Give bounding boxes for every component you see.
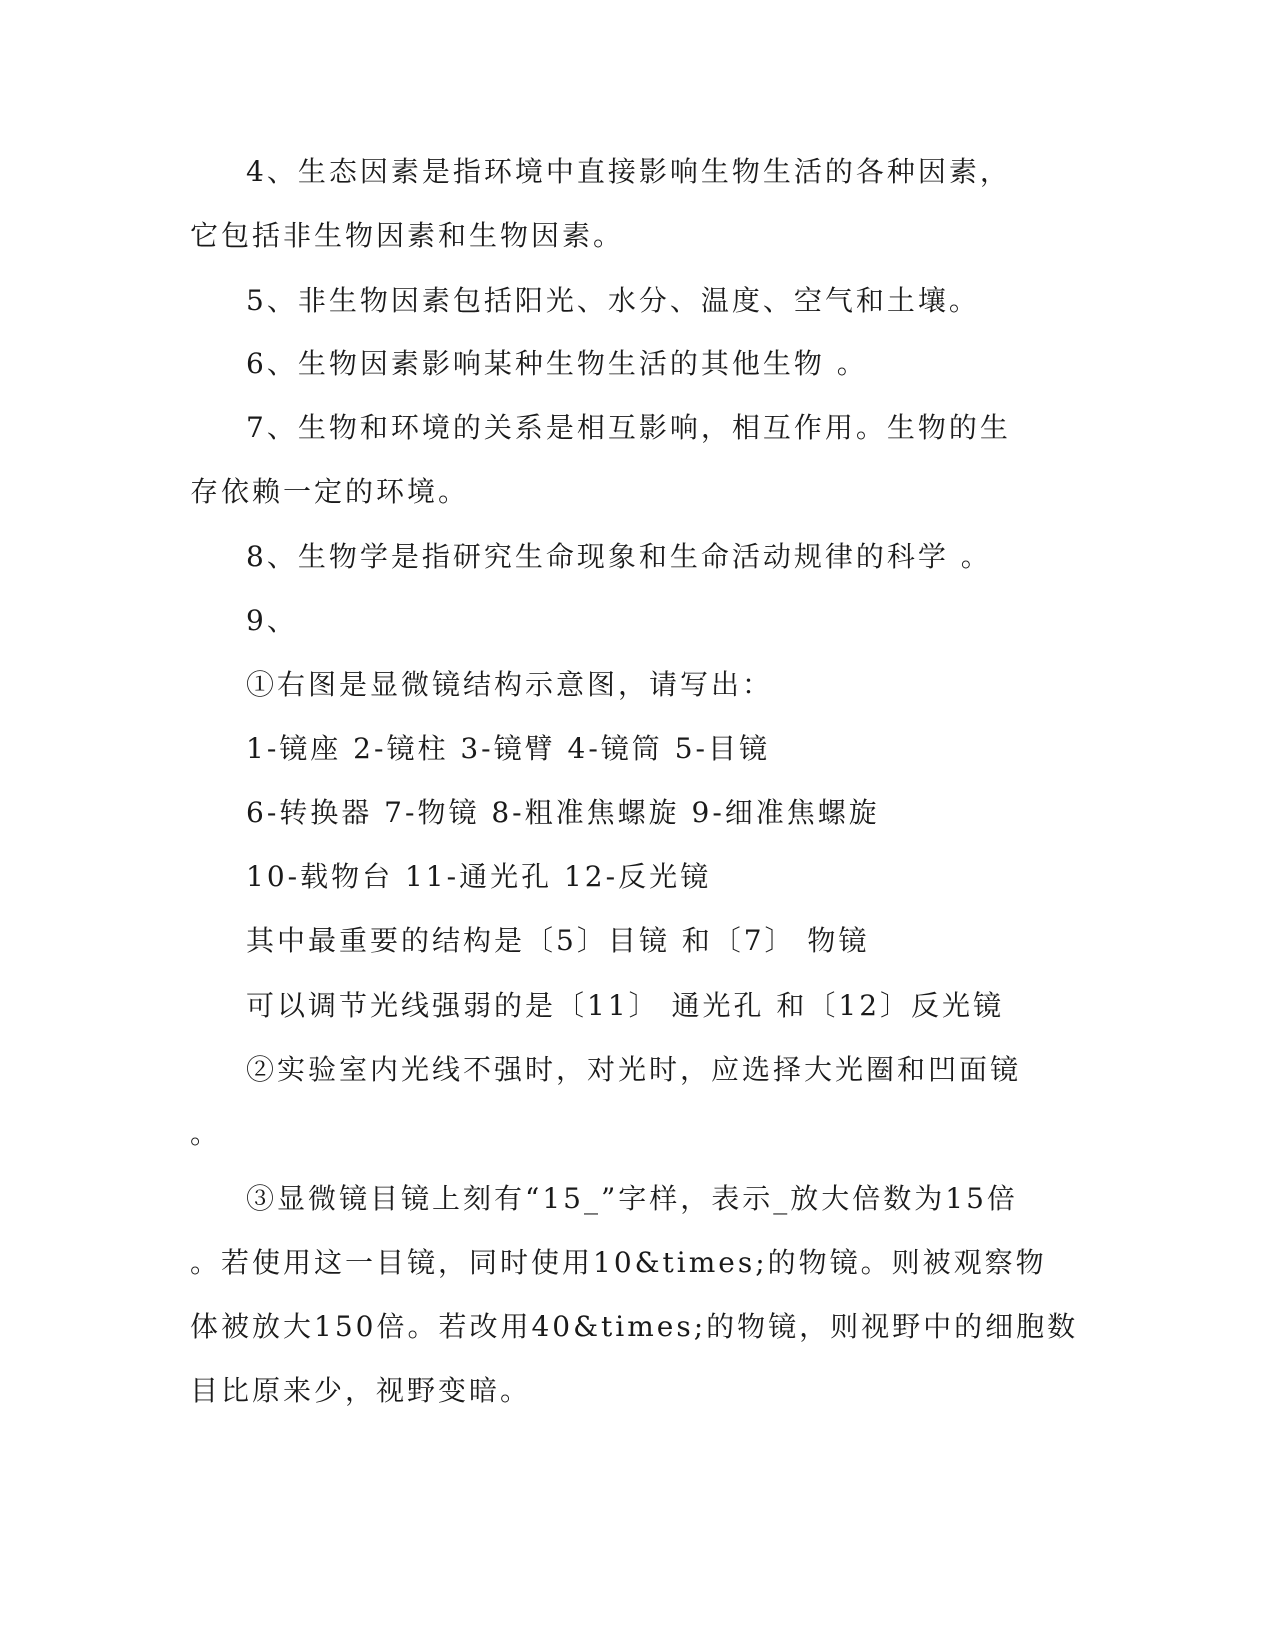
text-line: 6、生物因素影响某种生物生活的其他生物 。 <box>246 347 868 380</box>
text-line: 1-镜座 2-镜柱 3-镜臂 4-镜筒 5-目镜 <box>246 732 770 765</box>
text-line: 7、生物和环境的关系是相互影响，相互作用。生物的生 <box>246 411 1011 444</box>
text-line: ①右图是显微镜结构示意图，请写出： <box>246 668 774 701</box>
text-line: 5、非生物因素包括阳光、水分、温度、空气和土壤。 <box>246 284 980 317</box>
text-line: 其中最重要的结构是〔5〕目镜 和〔7〕 物镜 <box>246 924 870 957</box>
text-line: 。若使用这一目镜，同时使用10&times;的物镜。则被观察物 <box>190 1246 1047 1279</box>
text-line: 体被放大150倍。若改用40&times;的物镜，则视野中的细胞数 <box>190 1310 1079 1343</box>
text-line: 它包括非生物因素和生物因素。 <box>190 219 625 252</box>
text-line: 可以调节光线强弱的是〔11〕 通光孔 和〔12〕反光镜 <box>246 989 1005 1022</box>
text-line: 9、 <box>246 604 298 637</box>
text-line: 4、生态因素是指环境中直接影响生物生活的各种因素， <box>246 155 1011 188</box>
text-line: 8、生物学是指研究生命现象和生命活动规律的科学 。 <box>246 540 992 573</box>
text-line: 。 <box>190 1117 222 1150</box>
text-line: ③显微镜目镜上刻有“15_”字样，表示_放大倍数为15倍 <box>246 1182 1018 1215</box>
text-line: 目比原来少，视野变暗。 <box>190 1374 532 1407</box>
text-line: ②实验室内光线不强时，对光时，应选择大光圈和凹面镜 <box>246 1053 1022 1086</box>
text-line: 10-载物台 11-通光孔 12-反光镜 <box>246 860 712 893</box>
text-line: 6-转换器 7-物镜 8-粗准焦螺旋 9-细准焦螺旋 <box>246 796 880 829</box>
text-line: 存依赖一定的环境。 <box>190 475 470 508</box>
